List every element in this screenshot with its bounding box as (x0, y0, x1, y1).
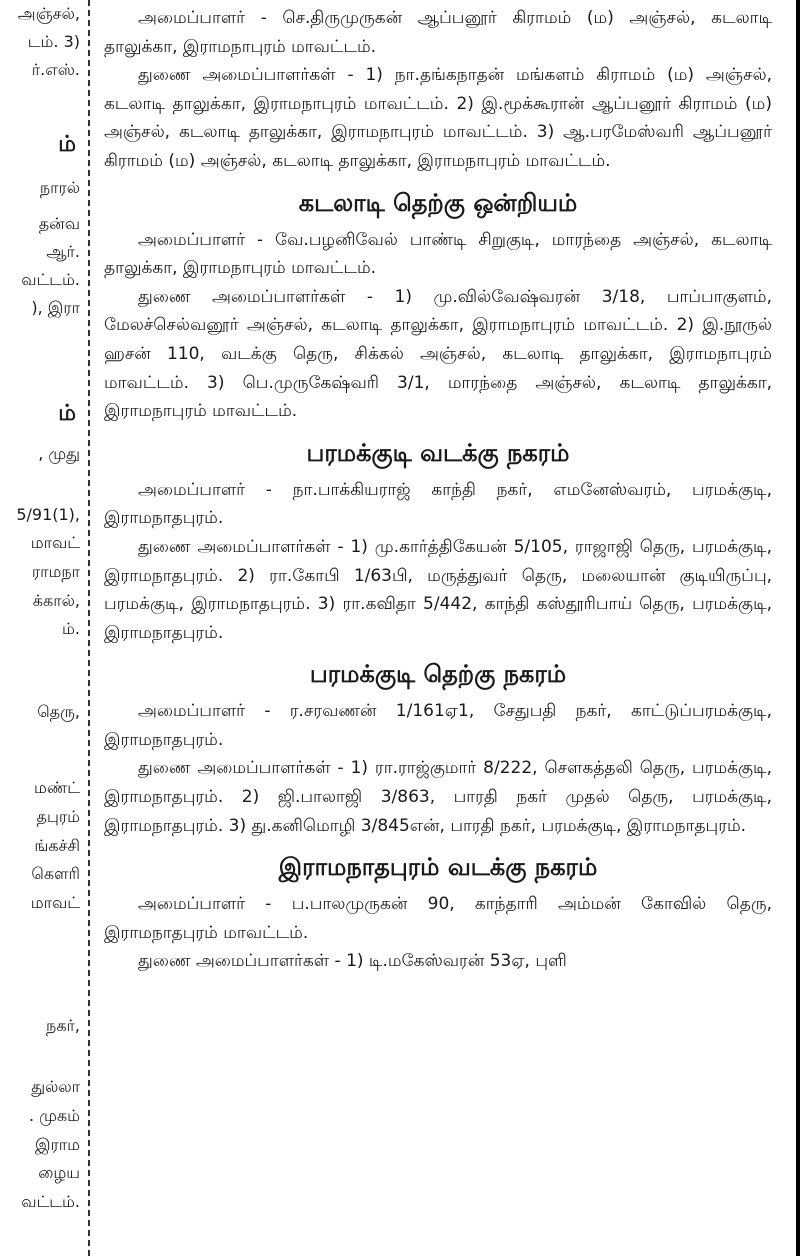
left-fragment-heading: ம் (58, 401, 76, 426)
left-fragment-line: ழைய (38, 1163, 80, 1182)
left-fragment-line: நகர், (46, 1016, 80, 1035)
deputy-organizers-paragraph: துணை அமைப்பாளர்கள் - 1) மு.கார்த்திகேயன் 5/105, ராஜாஜி தெரு, பரமக்குடி, இராமநாதபுரம். 2) ரா.கோபி 1/63பி, மருத்துவர் தெரு, மலையான் குடியிருப்பு, பரமக்குடி, இராமநாதபுரம். 3) ரா.கவிதா 5/442, காந்தி கஸ்தூரிபாய் தெரு, பரமக்குடி, இராமநாதபுரம். (104, 536, 772, 643)
left-fragment-line: வட்டம். (21, 270, 80, 289)
left-fragment-line: மண்ட் (34, 778, 80, 797)
right-border-rule (796, 0, 800, 1256)
deputy-organizers-paragraph: துணை அமைப்பாளர்கள் - 1) ரா.ராஜ்குமார் 8/222, சௌகத்தலி தெரு, பரமக்குடி, இராமநாதபுரம். 2) ஜி.பாலாஜி 3/863, பாரதி நகர் முதல் தெரு, பரமக்குடி, இராமநாதபுரம். 3) து.கனிமொழி 3/845என், பாரதி நகர், பரமக்குடி, இராமநாதபுரம். (104, 758, 772, 836)
deputy-organizers-paragraph: துணை அமைப்பாளர்கள் - 1) மு.வில்வேஷ்வரன் 3/18, பாப்பாகுளம், மேலச்செல்வனூர் அஞ்சல், கடலாடி தாலுக்கா, இராமநாபுரம் மாவட்டம். 2) இ.நூருல் ஹசன் 110, வடக்கு தெரு, சிக்கல் அஞ்சல், கடலாடி தாலுக்கா, இராமநாபுரம் மாவட்டம். 3) பெ.முருகேஷ்வரி 3/1, மாரந்தை அஞ்சல், கடலாடி தாலுக்கா, இராமநாபுரம் மாவட்டம். (104, 286, 772, 422)
left-fragment-line: கௌரி (31, 864, 80, 883)
left-fragment-line: மாவட் (30, 893, 80, 912)
left-fragment-line: தன்வ (38, 214, 80, 233)
organizer-paragraph: அமைப்பாளர் - வே.பழனிவேல் பாண்டி சிறுகுடி, மாரந்தை அஞ்சல், கடலாடி தாலுக்கா, இராமநாபுரம் மாவட்டம். (104, 229, 772, 279)
section-heading: இராமநாதபுரம் வடக்கு நகரம் (278, 853, 598, 882)
left-fragment-line: ம். (62, 619, 80, 638)
left-fragment-line: . முகம் (28, 1106, 80, 1125)
left-fragment-line: தெரு, (37, 702, 80, 721)
column-divider (88, 0, 90, 1256)
left-fragment-line: ஆர். (46, 242, 80, 261)
deputy-organizers-paragraph: துணை அமைப்பாளர்கள் - 1) நா.தங்கநாதன் மங்களம் கிராமம் (ம) அஞ்சல், கடலாடி தாலுக்கா, இராமநாபுரம் மாவட்டம். 2) இ.மூக்கூரான் ஆப்பனூர் கிராமம் (ம) அஞ்சல், கடலாடி தாலுக்கா, இராமநாபுரம் மாவட்டம். 3) ஆ.பரமேஸ்வரி ஆப்பனூர் கிராமம் (ம) அஞ்சல், கடலாடி தாலுக்கா, இராமநாபுரம் மாவட்டம். (104, 65, 772, 171)
left-fragment-line: ராமநா (31, 562, 80, 581)
section-heading: பரமக்குடி வடக்கு நகரம் (306, 438, 570, 467)
organizer-paragraph: அமைப்பாளர் - ர.சரவணன் 1/161ஏ1, சேதுபதி நகர், காட்டுப்பரமக்குடி, இராமநாதபுரம். (104, 701, 772, 750)
section-ramanathapuram-north (104, 850, 772, 976)
organizer-paragraph: அமைப்பாளர் - செ.திருமுருகன் ஆப்பனூர் கிராமம் (ம) அஞ்சல், கடலாடி தாலுக்கா, இராமநாபுரம் மாவட்டம். (104, 8, 772, 57)
left-fragment-line: அஞ்சல், (17, 4, 80, 23)
left-fragment-heading: ம் (58, 132, 76, 157)
main-article-column (104, 4, 772, 976)
left-column-fragment (0, 0, 82, 1256)
section-paramakudi-north (104, 436, 772, 648)
section-aappanoor (104, 4, 772, 176)
left-fragment-line: மாவட் (30, 533, 80, 552)
left-fragment-line: ர்.எஸ். (31, 60, 80, 79)
section-paramakudi-south (104, 657, 772, 840)
organizer-paragraph: அமைப்பாளர் - நா.பாக்கியராஜ் காந்தி நகர், எமனேஸ்வரம், பரமக்குடி, இராமநாதபுரம். (104, 479, 772, 529)
left-fragment-line: தபுரம் (36, 807, 80, 826)
left-fragment-line: துல்லா (31, 1077, 80, 1096)
left-fragment-line: வட்டம். (21, 1192, 80, 1211)
left-fragment-line: ங்கச்சி (34, 836, 80, 855)
section-heading: கடலாடி தெற்கு ஒன்றியம் (298, 188, 578, 217)
left-fragment-line: டம். 3) (27, 32, 80, 51)
section-heading: பரமக்குடி தெற்கு நகரம் (309, 660, 567, 689)
left-fragment-line: 5/91(1), (16, 505, 80, 524)
organizer-paragraph: அமைப்பாளர் - ப.பாலமுருகன் 90, காந்தாரி அம்மன் கோவில் தெரு, இராமநாதபுரம் மாவட்டம். (104, 894, 772, 943)
left-fragment-line: நாரல் (39, 178, 80, 197)
left-fragment-line: க்கால், (32, 591, 80, 610)
left-fragment-line: ), இரா (31, 298, 80, 317)
left-fragment-line: , முது (38, 444, 80, 463)
section-kadaladi-south (104, 186, 772, 426)
left-fragment-line: இராம (34, 1135, 80, 1154)
deputy-organizers-paragraph: துணை அமைப்பாளர்கள் - 1) டி.மகேஸ்வரன் 53ஏ, புளி (138, 951, 567, 972)
